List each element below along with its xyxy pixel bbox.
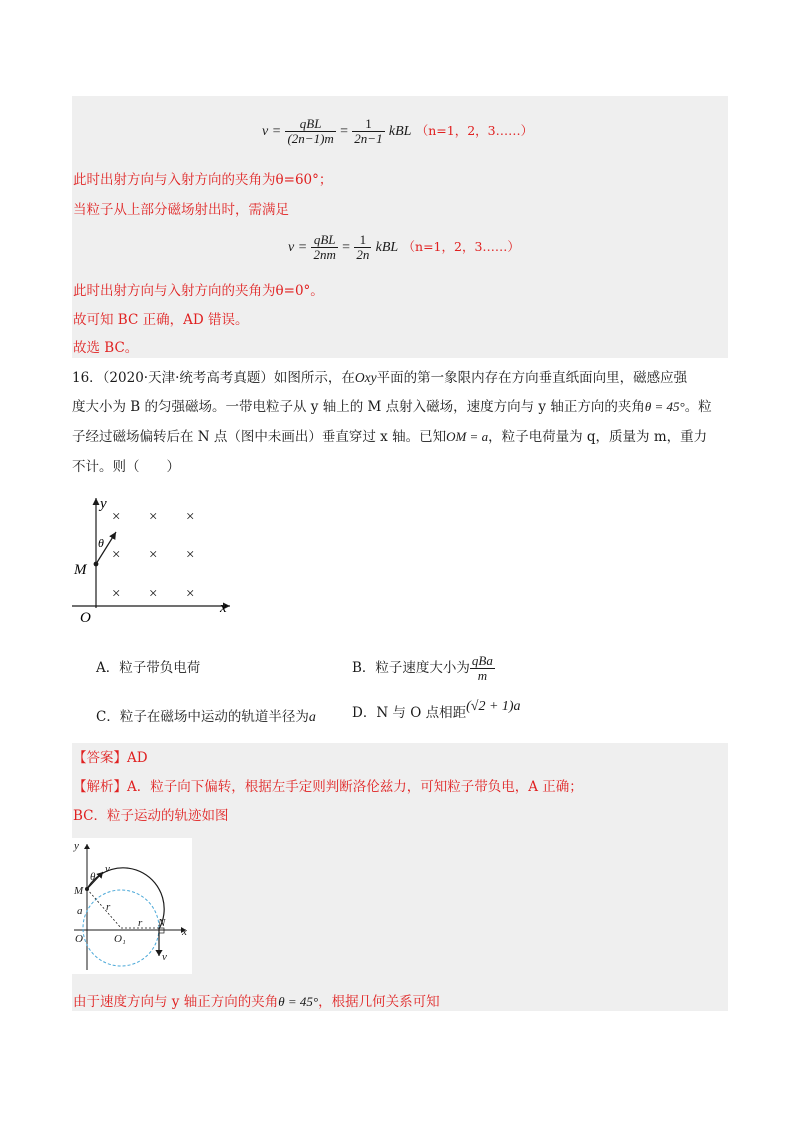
svg-text:a: a xyxy=(77,905,83,917)
bc-correct-line: 故可知 BC 正确，AD 错误。 xyxy=(73,312,249,328)
svg-text:M: M xyxy=(74,885,84,897)
svg-text:r: r xyxy=(106,901,111,913)
svg-text:O: O xyxy=(75,933,83,945)
question-line-2: 度大小为 B 的匀强磁场。一带电粒子从 y 轴上的 M 点射入磁场，速度方向与 y 轴正方向的夹角θ = 45°。粒 xyxy=(72,399,712,415)
svg-text:×: × xyxy=(112,509,121,525)
theta-label: θ xyxy=(98,536,104,550)
analysis-bc-line: BC．粒子运动的轨迹如图 xyxy=(73,808,229,824)
svg-text:×: × xyxy=(112,547,121,563)
x-axis-label: x xyxy=(220,600,227,616)
formula-1-fraction-2: $\frac{1}{2n-1}$ xyxy=(354,116,383,146)
svg-text:x: x xyxy=(182,926,187,938)
svg-text:y: y xyxy=(74,840,79,852)
formula-2: v = $\frac{\text{qBL}}{2nm}$ = $\frac{1}{2n}$ kBL （n=1，2，3……） xyxy=(288,232,520,262)
svg-text:v: v xyxy=(105,863,110,875)
point-m-label: M xyxy=(74,562,87,578)
svg-text:×: × xyxy=(186,586,195,602)
formula-1-fraction: $\frac{\text{qBL}}{(2n-1)m}$ xyxy=(287,116,334,146)
origin-label: O xyxy=(80,610,91,626)
svg-text:×: × xyxy=(149,509,158,525)
exit-angle-60-line: 此时出射方向与入射方向的夹角为θ=60°； xyxy=(73,172,333,188)
field-crosses xyxy=(112,509,194,602)
trajectory-figure xyxy=(72,838,192,974)
question-figure xyxy=(70,490,240,630)
option-c[interactable]: C．粒子在磁场中运动的轨道半径为a xyxy=(96,709,316,725)
y-axis-label: y xyxy=(100,496,107,512)
question-line-3: 子经过磁场偏转后在 N 点（图中未画出）垂直穿过 x 轴。已知OM = a，粒子电荷量为 q，质量为 m，重力 xyxy=(72,429,708,445)
svg-text:×: × xyxy=(149,586,158,602)
question-line-1: 16．（2020·天津·统考高考真题）如图所示，在Oxy平面的第一象限内存在方向垂直纸面向里，磁感应强 xyxy=(72,370,688,386)
radius-line-1 xyxy=(87,889,121,928)
option-d[interactable]: D．N 与 O 点相距(√2 + 1)a xyxy=(352,699,521,721)
formula-1: v = $\frac{\text{qBL}}{(2n-1)m}$ = $\frac{1}{2n-1}$ kBL （n=1，2，3……） xyxy=(262,116,534,146)
exit-angle-0-line: 此时出射方向与入射方向的夹角为θ=0°。 xyxy=(73,283,324,299)
answer-line: 【答案】AD xyxy=(73,750,148,766)
svg-text:×: × xyxy=(186,509,195,525)
svg-text:×: × xyxy=(149,547,158,563)
question-line-4: 不计。则（ ） xyxy=(72,459,180,475)
svg-text:N: N xyxy=(158,917,166,929)
option-b[interactable]: B．粒子速度大小为 $\frac{\text{qBa}}{m}$ xyxy=(352,653,493,683)
choose-bc-line: 故选 BC。 xyxy=(73,340,139,356)
conclusion-line: 由于速度方向与 y 轴正方向的夹角θ = 45°，根据几何关系可知 xyxy=(73,994,440,1010)
svg-text:v: v xyxy=(162,951,167,963)
analysis-a-line: 【解析】A．粒子向下偏转，根据左手定则判断洛伦兹力，可知粒子带负电，A 正确； xyxy=(73,779,583,795)
svg-text:×: × xyxy=(186,547,195,563)
svg-text:θ: θ xyxy=(90,871,96,883)
svg-text:r: r xyxy=(138,917,143,929)
formula-1-v: v = xyxy=(262,124,282,139)
svg-text:O₁: O₁ xyxy=(114,933,126,945)
upper-field-line: 当粒子从上部分磁场射出时，需满足 xyxy=(73,202,289,218)
formula-1-range: （n=1，2，3……） xyxy=(415,123,534,138)
option-a[interactable]: A．粒子带负电荷 xyxy=(96,660,201,676)
formula-2-range: （n=1，2，3……） xyxy=(402,239,520,254)
svg-text:×: × xyxy=(112,586,121,602)
